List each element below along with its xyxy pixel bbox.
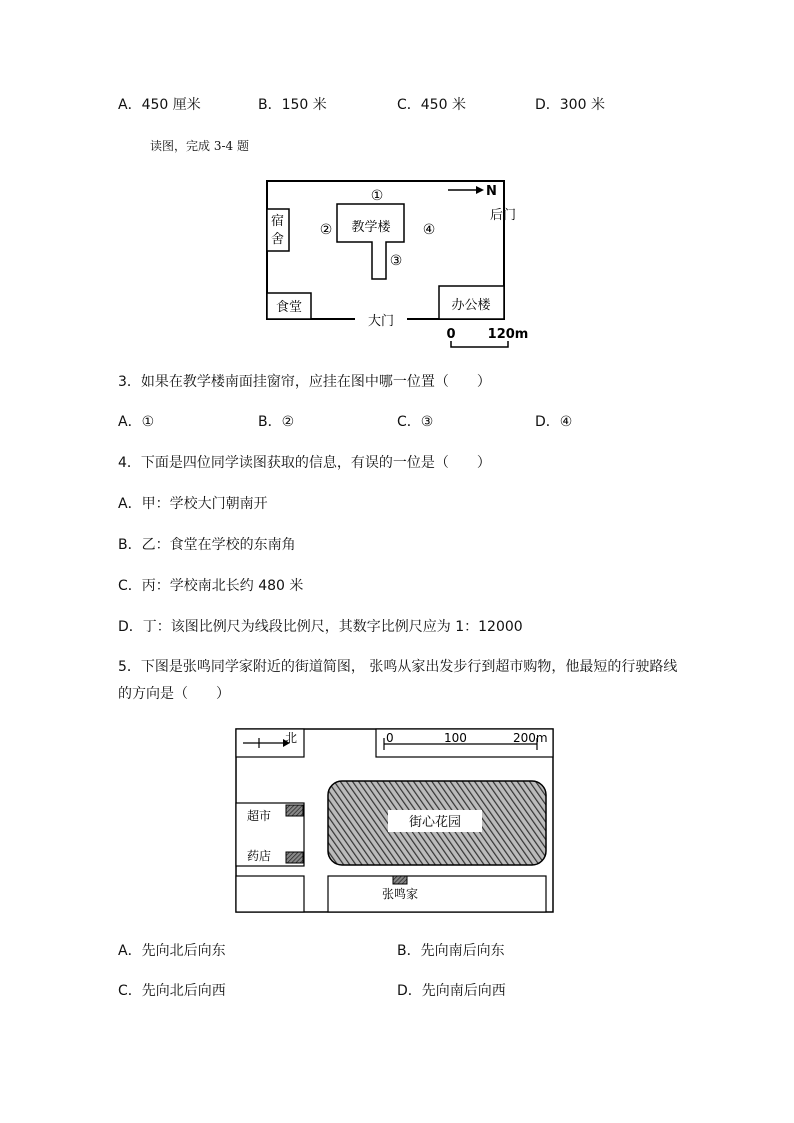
- q3-option-b: B．②: [258, 414, 295, 430]
- q5-stem-line1: 5．下图是张鸣同学家附近的街道简图， 张鸣从家出发步行到超市购物，他最短的行驶路线: [118, 659, 678, 675]
- street-map: [235, 728, 555, 916]
- scale-200: 200m: [513, 731, 548, 745]
- north-arrow-icon: [476, 186, 484, 194]
- q2-option-d: D．300 米: [535, 97, 605, 113]
- teaching-building-label: 教学楼: [351, 220, 391, 235]
- dormitory-label-1: 宿: [271, 214, 285, 229]
- read-instruction: 读图，完成 3-4 题: [150, 139, 249, 153]
- q5-stem-line2: 的方向是（ ）: [118, 686, 230, 702]
- pharmacy-label: 药店: [247, 849, 272, 863]
- scale-100: 100: [444, 731, 467, 745]
- q3-option-d: D．④: [535, 414, 573, 430]
- north-label: N: [486, 184, 497, 199]
- scale-zero: 0: [446, 327, 456, 342]
- position-2-marker: ②: [319, 222, 333, 238]
- q5-option-c: C．先向北后向西: [118, 983, 226, 999]
- q4-option-a: A．甲：学校大门朝南开: [118, 496, 268, 512]
- q3-stem: 3．如果在教学楼南面挂窗帘，应挂在图中哪一位置（ ）: [118, 374, 491, 390]
- q4-option-b: B．乙：食堂在学校的东南角: [118, 537, 296, 553]
- school-map: [262, 176, 532, 352]
- supermarket-marker: [286, 805, 303, 816]
- q4-stem: 4．下面是四位同学读图获取的信息，有误的一位是（ ）: [118, 455, 491, 471]
- q4-option-c: C．丙：学校南北长约 480 米: [118, 578, 304, 594]
- position-4-marker: ④: [422, 222, 436, 238]
- position-3-marker: ③: [389, 253, 403, 269]
- block-bottom-left: [236, 876, 304, 912]
- back-gate-label: 后门: [490, 208, 517, 223]
- office-label: 办公楼: [451, 298, 491, 313]
- canteen-label: 食堂: [275, 300, 303, 315]
- q5-option-d: D．先向南后向西: [397, 983, 506, 999]
- q2-option-c: C．450 米: [397, 97, 466, 113]
- q5-option-b: B．先向南后向东: [397, 943, 505, 959]
- block-bottom-right: [328, 876, 546, 912]
- q2-option-b: B．150 米: [258, 97, 327, 113]
- dormitory-label-2: 舍: [271, 232, 285, 247]
- q3-option-c: C．③: [397, 414, 434, 430]
- scale-end: 120m: [487, 327, 529, 342]
- main-gate-label: 大门: [367, 314, 395, 329]
- garden-label: 街心花园: [408, 815, 462, 830]
- pharmacy-marker: [286, 852, 303, 863]
- q4-option-d: D．丁：该图比例尺为线段比例尺，其数字比例尺应为 1：12000: [118, 619, 523, 635]
- scale-0: 0: [386, 731, 394, 745]
- home-label: 张鸣家: [381, 887, 419, 901]
- home-marker: [393, 876, 407, 884]
- north-label: 北: [285, 731, 298, 745]
- q3-option-a: A．①: [118, 414, 155, 430]
- position-1-marker: ①: [370, 188, 384, 204]
- q5-option-a: A．先向北后向东: [118, 943, 226, 959]
- q2-option-a: A．450 厘米: [118, 97, 201, 113]
- supermarket-label: 超市: [247, 809, 272, 823]
